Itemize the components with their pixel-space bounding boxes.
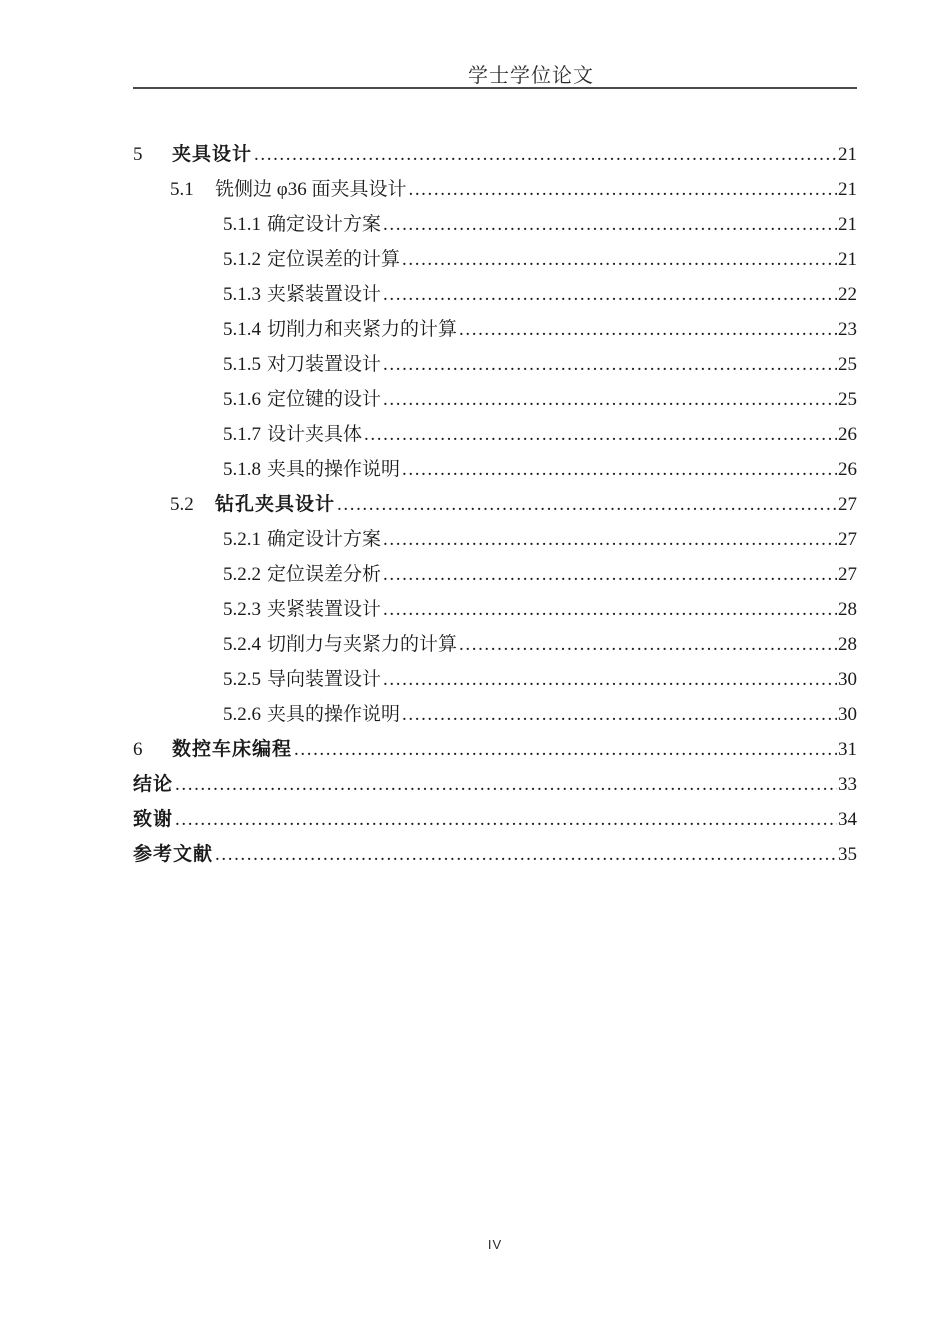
toc-entry xyxy=(133,767,857,802)
page-header-title: 学士学位论文 xyxy=(468,65,594,87)
toc-entry-page: 30 xyxy=(838,704,857,725)
toc-entry xyxy=(133,627,857,662)
toc-leader-dots xyxy=(383,277,837,312)
toc-entry-title: 钻孔夹具设计 xyxy=(215,494,336,515)
toc-leader-dots xyxy=(402,452,837,487)
toc-entry-number: 5.2.1 xyxy=(223,529,261,550)
footer-page-number: IV xyxy=(487,1237,503,1252)
toc-leader-dots xyxy=(337,487,837,522)
toc-entry-title: 夹具设计 xyxy=(172,144,253,165)
toc-leader-dots xyxy=(408,172,837,207)
toc-entry-title: 确定设计方案 xyxy=(267,529,382,550)
toc-entry xyxy=(133,137,857,172)
toc-entry-page: 26 xyxy=(838,424,857,445)
toc-leader-dots xyxy=(383,662,837,697)
toc-entry-number: 5.2.3 xyxy=(223,599,261,620)
toc-entry xyxy=(133,312,857,347)
toc-entry-title: 夹具的操作说明 xyxy=(267,459,401,480)
toc-entry-title: 铣侧边 φ36 面夹具设计 xyxy=(215,179,407,200)
toc-entry-page: 22 xyxy=(838,284,857,305)
toc-leader-dots xyxy=(364,417,837,452)
toc-entry-page: 25 xyxy=(838,389,857,410)
toc-leader-dots xyxy=(402,242,837,277)
toc-entry-number: 5.1.5 xyxy=(223,354,261,375)
toc-entry xyxy=(133,557,857,592)
toc-entry xyxy=(133,207,857,242)
toc-leader-dots xyxy=(383,557,837,592)
toc-entry xyxy=(133,452,857,487)
toc-entry-page: 28 xyxy=(838,599,857,620)
toc-entry-title: 参考文献 xyxy=(133,844,214,865)
toc-leader-dots xyxy=(402,697,837,732)
toc-entry-page: 27 xyxy=(838,529,857,550)
toc-entry-title: 设计夹具体 xyxy=(267,424,363,445)
toc-leader-dots xyxy=(254,137,837,172)
toc-entry-number: 5.1.4 xyxy=(223,319,261,340)
toc-entry xyxy=(133,802,857,837)
toc-leader-dots xyxy=(383,347,837,382)
toc-leader-dots xyxy=(294,732,837,767)
toc-entry-number: 5.1.8 xyxy=(223,459,261,480)
toc-entry-number: 5.1.1 xyxy=(223,214,261,235)
toc-entry-title: 夹具的操作说明 xyxy=(267,704,401,725)
toc-entry-number: 5.1.6 xyxy=(223,389,261,410)
toc-entry xyxy=(133,592,857,627)
toc-entry-title: 切削力和夹紧力的计算 xyxy=(267,319,458,340)
toc-entry-number: 5.2.4 xyxy=(223,634,261,655)
toc-entry xyxy=(133,277,857,312)
toc-entry xyxy=(133,417,857,452)
toc-entry-title: 定位误差的计算 xyxy=(267,249,401,270)
toc-entry-page: 21 xyxy=(838,214,857,235)
toc-leader-dots xyxy=(175,767,837,802)
toc-entry-page: 25 xyxy=(838,354,857,375)
toc-leader-dots xyxy=(459,627,837,662)
toc-entry-page: 28 xyxy=(838,634,857,655)
toc-entry-page: 35 xyxy=(838,844,857,865)
toc-entry-number: 5.2.5 xyxy=(223,669,261,690)
toc-leader-dots xyxy=(383,522,837,557)
toc-entry-title: 夹紧装置设计 xyxy=(267,284,382,305)
toc-leader-dots xyxy=(383,207,837,242)
toc-entry-number: 5.2.6 xyxy=(223,704,261,725)
toc-leader-dots xyxy=(459,312,837,347)
toc-entry-title: 结论 xyxy=(133,774,174,795)
toc-entry xyxy=(133,172,857,207)
toc-leader-dots xyxy=(175,802,837,837)
toc-entry xyxy=(133,242,857,277)
toc-entry-page: 31 xyxy=(838,739,857,760)
toc-entry xyxy=(133,837,857,872)
toc-entry xyxy=(133,347,857,382)
toc-entry-title: 对刀装置设计 xyxy=(267,354,382,375)
toc-entry-number: 5.2 xyxy=(170,494,194,515)
toc-entry-page: 27 xyxy=(838,494,857,515)
toc-list xyxy=(133,137,857,872)
toc-entry-number: 5.1.2 xyxy=(223,249,261,270)
toc-entry-title: 定位误差分析 xyxy=(267,564,382,585)
toc-entry-title: 数控车床编程 xyxy=(172,739,293,760)
toc-entry-title: 定位键的设计 xyxy=(267,389,382,410)
toc-entry-number: 5.1.3 xyxy=(223,284,261,305)
header-rule xyxy=(133,87,857,89)
toc-entry-page: 21 xyxy=(838,249,857,270)
toc-entry xyxy=(133,382,857,417)
toc-entry-title: 导向装置设计 xyxy=(267,669,382,690)
toc-leader-dots xyxy=(383,592,837,627)
toc-entry xyxy=(133,522,857,557)
toc-entry-title: 夹紧装置设计 xyxy=(267,599,382,620)
toc-entry-page: 33 xyxy=(838,774,857,795)
toc-entry-page: 21 xyxy=(838,179,857,200)
toc-entry xyxy=(133,662,857,697)
toc-entry xyxy=(133,487,857,522)
toc-entry xyxy=(133,697,857,732)
toc-entry-title: 确定设计方案 xyxy=(267,214,382,235)
toc-entry-number: 5 xyxy=(133,144,143,165)
toc-entry-page: 23 xyxy=(838,319,857,340)
toc-entry-title: 致谢 xyxy=(133,809,174,830)
toc-entry-page: 30 xyxy=(838,669,857,690)
toc-leader-dots xyxy=(215,837,837,872)
toc-entry-page: 34 xyxy=(838,809,857,830)
toc-entry-number: 5.1.7 xyxy=(223,424,261,445)
toc-entry-page: 27 xyxy=(838,564,857,585)
toc-entry-title: 切削力与夹紧力的计算 xyxy=(267,634,458,655)
toc-entry-number: 5.1 xyxy=(170,179,194,200)
toc-entry-page: 21 xyxy=(838,144,857,165)
toc-entry-number: 6 xyxy=(133,739,143,760)
toc-leader-dots xyxy=(383,382,837,417)
toc-entry-page: 26 xyxy=(838,459,857,480)
toc-entry xyxy=(133,732,857,767)
toc-entry-number: 5.2.2 xyxy=(223,564,261,585)
